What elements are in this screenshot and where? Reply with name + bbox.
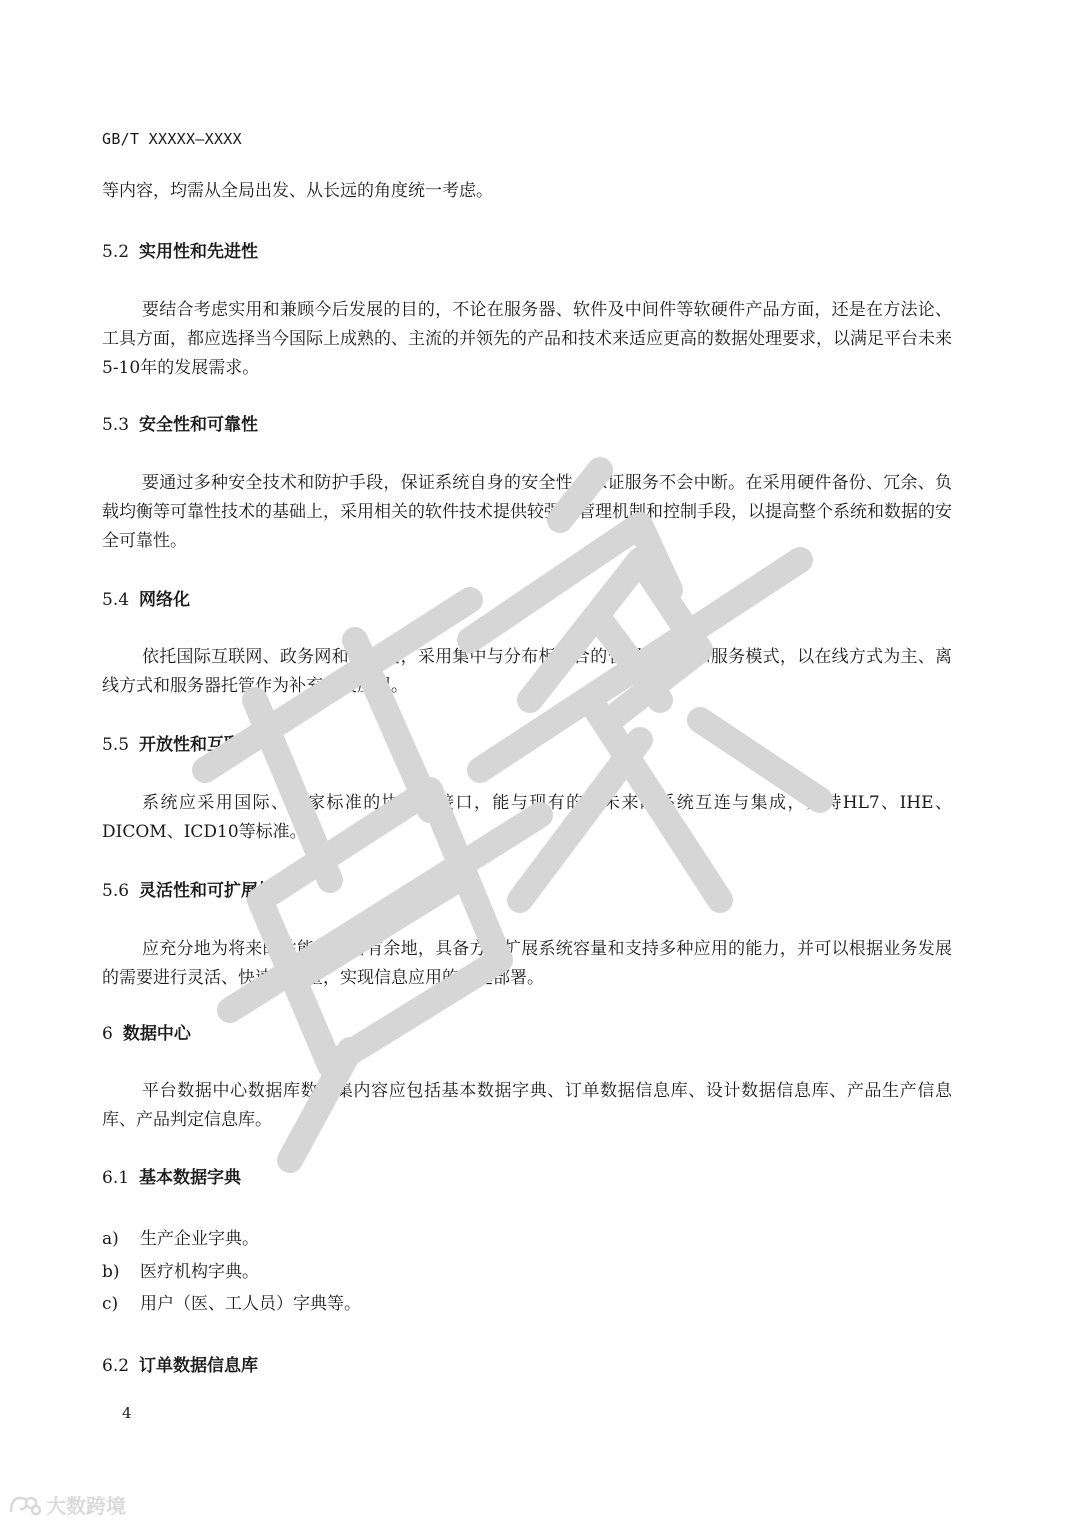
section-heading-5-5 xyxy=(102,731,258,759)
section-heading-6-1 xyxy=(102,1164,241,1192)
list-item xyxy=(102,1290,361,1318)
section-title: 网络化 xyxy=(139,590,191,610)
section-number: 5.3 xyxy=(102,415,130,435)
document-code-header: GB/T XXXXX—XXXX xyxy=(102,130,242,148)
brand-logo-icon xyxy=(8,1492,42,1518)
section-title: 灵活性和可扩展性 xyxy=(139,881,276,901)
section-title: 数据中心 xyxy=(122,1024,191,1044)
section-body-5-6: 应充分地为将来的性能扩充留有余地，具备方便扩展系统容量和支持多种应用的能力，并可以根据业务发展的需要进行灵活、快速的调整，实现信息应用的快速部署。 xyxy=(102,939,952,988)
section-heading-5-2 xyxy=(102,238,258,266)
section-number: 6 xyxy=(102,1024,113,1044)
section-title: 开放性和互联性 xyxy=(139,735,259,755)
section-heading-6-2 xyxy=(102,1352,258,1380)
section-body-6: 平台数据中心数据库数据集内容应包括基本数据字典、订单数据信息库、设计数据信息库、产品生产信息库、产品判定信息库。 xyxy=(102,1081,952,1130)
continued-paragraph: 等内容，均需从全局出发、从长远的角度统一考虑。 xyxy=(102,181,493,201)
section-title: 安全性和可靠性 xyxy=(139,415,259,435)
section-number: 5.6 xyxy=(102,881,130,901)
section-heading-5-3 xyxy=(102,411,258,439)
section-body-5-5: 系统应采用国际、国家标准的协议和接口，能与现有的和未来的系统互连与集成，支持HL7、IHE、DICOM、ICD10等标准。 xyxy=(102,793,952,842)
list-item xyxy=(102,1225,259,1253)
list-marker: c) xyxy=(102,1294,119,1314)
section-number: 5.2 xyxy=(102,242,130,262)
section-number: 6.1 xyxy=(102,1168,130,1188)
list-item-text: 生产企业字典。 xyxy=(140,1229,259,1249)
section-title: 基本数据字典 xyxy=(139,1168,242,1188)
section-heading-5-4 xyxy=(102,586,190,614)
brand-logo-text: 大数跨境 xyxy=(46,1494,126,1518)
list-item-text: 医疗机构字典。 xyxy=(140,1262,259,1282)
list-marker: b) xyxy=(102,1262,120,1282)
section-body-5-4: 依托国际互联网、政务网和内部网，采用集中与分布相结合的管理、运行和服务模式，以在线方式为主、离线方式和服务器托管作为补充开展应用。 xyxy=(102,647,952,696)
section-heading-5-6 xyxy=(102,877,275,905)
section-number: 5.4 xyxy=(102,590,130,610)
section-number: 5.5 xyxy=(102,735,130,755)
list-item-text: 用户（医、工人员）字典等。 xyxy=(140,1294,361,1314)
list-item xyxy=(102,1258,259,1286)
section-title: 实用性和先进性 xyxy=(139,242,259,262)
brand-logo xyxy=(8,1490,126,1519)
section-title: 订单数据信息库 xyxy=(139,1356,259,1376)
section-body-5-3: 要通过多种安全技术和防护手段，保证系统自身的安全性，保证服务不会中断。在采用硬件备份、冗余、负载均衡等可靠性技术的基础上，采用相关的软件技术提供较强的管理机制和控制手段，以提高整个系统和数据的安全可靠性。 xyxy=(102,473,952,551)
section-number: 6.2 xyxy=(102,1356,130,1376)
section-body-5-2: 要结合考虑实用和兼顾今后发展的目的，不论在服务器、软件及中间件等软硬件产品方面，还是在方法论、工具方面，都应选择当今国际上成熟的、主流的并领先的产品和技术来适应更高的数据处理要求，以满足平台未来5-10年的发展需求。 xyxy=(102,300,952,378)
section-heading-6 xyxy=(102,1020,191,1048)
page-number: 4 xyxy=(122,1404,132,1422)
list-marker: a) xyxy=(102,1229,119,1249)
